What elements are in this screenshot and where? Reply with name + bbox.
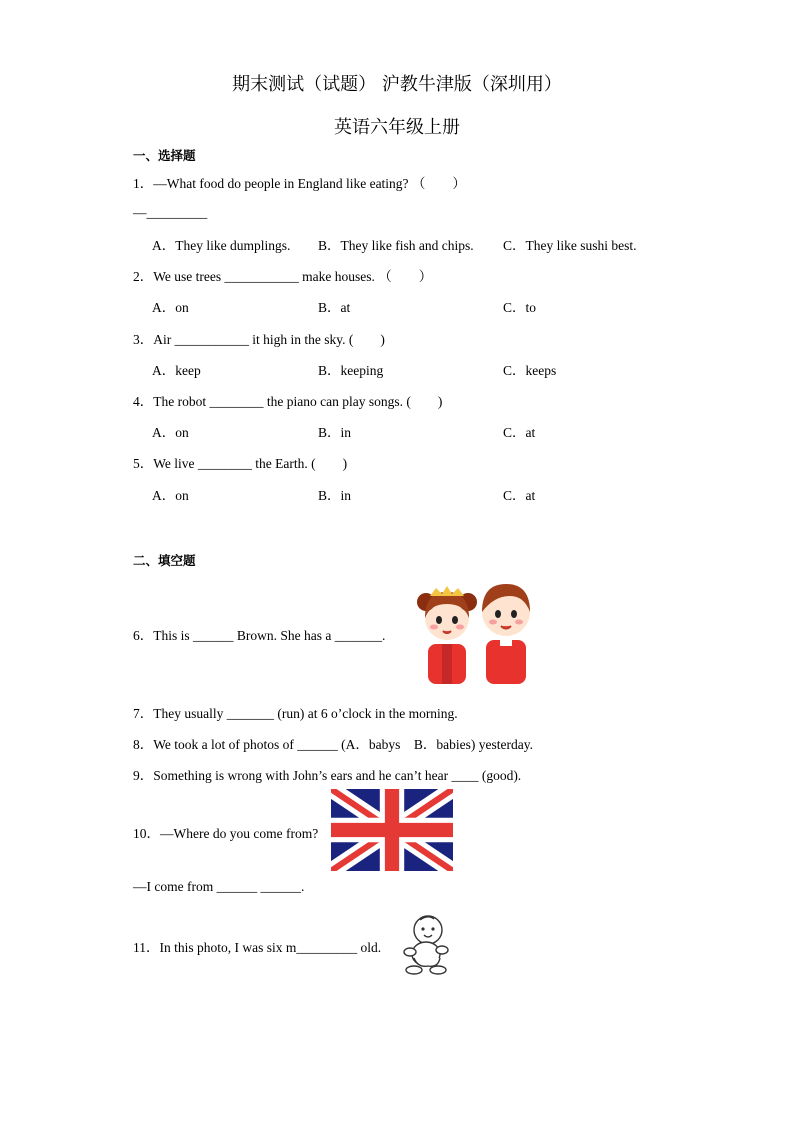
question-6: 6．This is ______ Brown. She has a _______.: [133, 628, 386, 643]
uk-flag-image: [331, 789, 453, 871]
question-11: 11．In this photo, I was six m_________ old.: [133, 940, 382, 955]
question-1: 1．—What food do people in England like eating? （ ）: [133, 176, 466, 191]
q4-option-a: A．on: [152, 425, 189, 440]
baby-illustration: [398, 910, 452, 976]
section-heading-choice: 一、选择题: [133, 148, 196, 163]
question-2: 2．We use trees ___________ make houses. （ ）: [133, 269, 433, 284]
q3-option-b: B．keeping: [318, 363, 384, 378]
q2-option-a: A．on: [152, 300, 189, 315]
page-title: 期末测试（试题） 沪教牛津版（深圳用）: [232, 74, 562, 95]
question-10-answer: —I come from ______ ______.: [133, 879, 305, 894]
question-8: 8．We took a lot of photos of ______ (A．babys B．babies) yesterday.: [133, 737, 533, 752]
section-heading-fill-blank: 二、填空题: [133, 553, 196, 568]
q5-option-c: C．at: [503, 488, 536, 503]
kids-illustration: [410, 578, 540, 686]
question-1-answer-line: —_________: [133, 205, 208, 220]
q2-option-c: C．to: [503, 300, 537, 315]
question-3: 3．Air ___________ it high in the sky. ( ): [133, 332, 385, 347]
question-4: 4．The robot ________ the piano can play songs. ( ): [133, 394, 443, 409]
page-subtitle: 英语六年级上册: [334, 117, 460, 138]
q5-option-a: A．on: [152, 488, 189, 503]
question-9: 9．Something is wrong with John’s ears and he can’t hear ____ (good).: [133, 768, 522, 783]
question-5: 5．We live ________ the Earth. ( ): [133, 456, 348, 471]
q4-option-b: B．in: [318, 425, 352, 440]
q1-option-a: A．They like dumplings.: [152, 238, 291, 253]
question-10: 10．—Where do you come from?: [133, 826, 319, 841]
q1-option-b: B．They like fish and chips.: [318, 238, 474, 253]
q3-option-a: A．keep: [152, 363, 201, 378]
q5-option-b: B．in: [318, 488, 352, 503]
q4-option-c: C．at: [503, 425, 536, 440]
q1-option-c: C．They like sushi best.: [503, 238, 637, 253]
q2-option-b: B．at: [318, 300, 351, 315]
q3-option-c: C．keeps: [503, 363, 557, 378]
question-7: 7．They usually _______ (run) at 6 o’clock in the morning.: [133, 706, 458, 721]
